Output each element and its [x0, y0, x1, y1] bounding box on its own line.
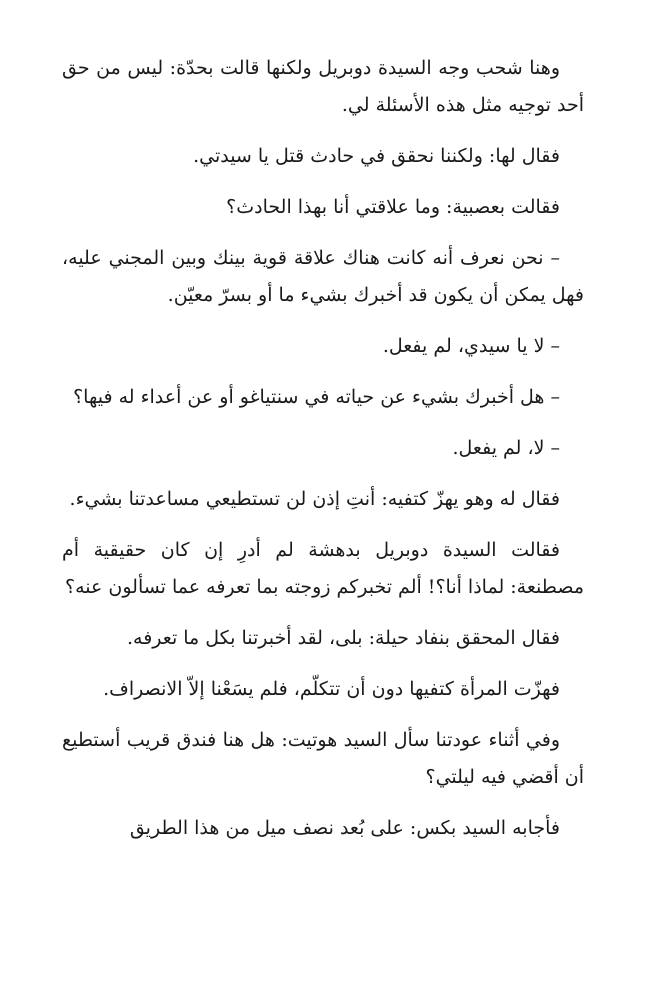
paragraph: فقال المحقق بنفاد حيلة: بلى، لقد أخبرتنا بكل ما تعرفه.: [126, 627, 560, 649]
paragraph: – نحن نعرف أنه كانت هناك علاقة قوية بينك وبين المجني عليه، فهل يمكن أن يكون قد أخبرك بشيء ما أو بسرّ معيّن.: [62, 247, 584, 306]
paragraph: فهزّت المرأة كتفيها دون أن تتكلّم، فلم يسَعْنا إلاّ الانصراف.: [103, 678, 560, 700]
paragraph: فأجابه السيد بكس: على بُعد نصف ميل من هذا الطريق: [129, 817, 560, 839]
paragraph: وهنا شحب وجه السيدة دوبريل ولكنها قالت بحدّة: ليس من حق أحد توجيه مثل هذه الأسئلة لي.: [62, 57, 584, 116]
book-page: [62, 50, 584, 861]
paragraph: – هل أخبرك بشيء عن حياته في سنتياغو أو عن أعداء له فيها؟: [73, 386, 560, 408]
paragraph: – لا، لم يفعل.: [452, 437, 560, 459]
paragraph: فقالت بعصبية: وما علاقتي أنا بهذا الحادث؟: [226, 196, 560, 218]
paragraph: فقال له وهو يهزّ كتفيه: أنتِ إذن لن تستطيعي مساعدتنا بشيء.: [69, 488, 560, 510]
paragraph: فقالت السيدة دوبريل بدهشة لم أدرِ إن كان حقيقية أم مصطنعة: لماذا أنا؟! ألم تخبركم زوجته بما تعرفه عما تسألون عنه؟: [62, 539, 584, 598]
paragraph: فقال لها: ولكننا نحقق في حادث قتل يا سيدتي.: [193, 145, 560, 167]
paragraph: وفي أثناء عودتنا سأل السيد هوتيت: هل هنا فندق قريب أستطيع أن أقضي فيه ليلتي؟: [62, 729, 584, 788]
paragraph: – لا يا سيدي، لم يفعل.: [382, 335, 560, 357]
